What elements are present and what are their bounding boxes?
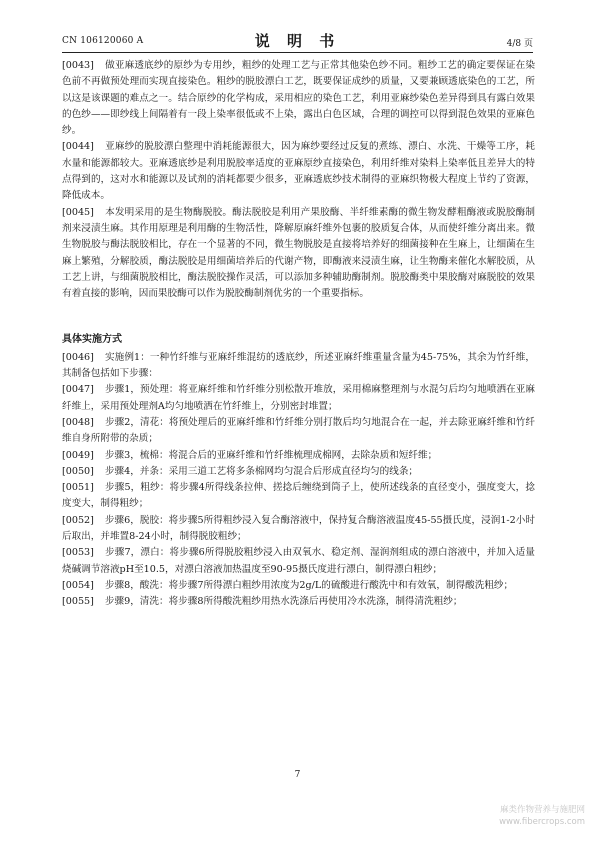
paragraph-0050 xyxy=(62,464,535,480)
paragraph-0051 xyxy=(62,480,535,513)
paragraph-text: 实施例1：一种竹纤维与亚麻纤维混纺的透底纱，所述亚麻纤维重量含量为45-75%，其余为竹纤维，其制备包括如下步骤： xyxy=(62,351,535,380)
paragraph-0043 xyxy=(62,58,535,139)
paragraph-text: 步骤6，脱胶：将步骤5所得粗纱浸入复合酶溶液中，保持复合酶溶液温度45-55摄氏度，浸润1-2小时后取出，并堆置8-24小时，制得脱胶粗纱； xyxy=(62,514,535,543)
paragraph-0055 xyxy=(62,594,535,610)
patent-number: CN 106120060 A xyxy=(62,36,144,46)
paragraph-text: 步骤8，酸洗：将步骤7所得漂白粗纱用浓度为2g/L的硫酸进行酸洗中和有效氧，制得酸洗粗纱； xyxy=(104,579,514,591)
paragraph-text: 步骤1，预处理：将亚麻纤维和竹纤维分别松散开堆放，采用棉麻整理剂与水混匀后均匀地喷洒在亚麻纤维上，采用预处理剂A均匀地喷洒在竹纤维上，分别密封堆置； xyxy=(62,384,535,412)
paragraph-0049 xyxy=(62,448,535,464)
paragraph-text: 亚麻纱的脱胶漂白整理中消耗能源很大，因为麻纱要经过反复的煮练、漂白、水洗、干燥等工序，耗水量和能源都较大。亚麻透底纱是利用脱胶率适度的亚麻原纱直接染色，利用纤维对染料上染率低且差异大的特点得到的，这对水和能源以及试剂的消耗都要少很多，亚麻透底纱技术制得的亚麻织物极大程度上节约了资源，降低成本。 xyxy=(62,141,535,202)
paragraph-number: [0052] xyxy=(62,514,94,526)
paragraph-0045 xyxy=(62,205,535,303)
paragraph-number: [0051] xyxy=(62,482,94,494)
page-info: 4/8 页 xyxy=(506,39,533,49)
paragraph-number: [0045] xyxy=(62,206,94,218)
watermark-site-name: 麻类作物营养与施肥网 xyxy=(499,805,585,815)
paragraph-number: [0046] xyxy=(62,351,94,363)
paragraph-text: 步骤4，并条：采用三道工艺将多条棉网均匀混合后形成直径均匀的线条； xyxy=(104,465,419,477)
paragraph-number: [0053] xyxy=(62,547,94,559)
document-title: 说 明 书 xyxy=(254,32,341,50)
paragraph-text: 步骤7，漂白：将步骤6所得脱胶粗纱浸入由双氧水、稳定剂、湿润剂组成的漂白溶液中，并加入适量烧碱调节溶液pH至10.5，对漂白溶液加热温度至90-95摄氏度进行漂白，制得漂白粗纱； xyxy=(62,547,535,575)
paragraph-number: [0054] xyxy=(62,579,94,591)
section-heading: 具体实施方式 xyxy=(62,334,122,346)
paragraph-0044 xyxy=(62,139,535,204)
paragraph-text: 步骤2，清花：将预处理后的亚麻纤维和竹纤维分别打散后均匀地混合在一起，并去除亚麻纤维和竹纤维自身所附带的杂质； xyxy=(62,416,535,445)
paragraph-number: [0050] xyxy=(62,465,94,477)
paragraph-0052 xyxy=(62,513,535,546)
paragraph-text: 步骤9，清洗：将步骤8所得酸洗粗纱用热水洗涤后再使用冷水洗涤，制得清洗粗纱； xyxy=(104,596,463,608)
watermark-url: www.fibercrops.com xyxy=(499,817,585,827)
paragraph-number: [0055] xyxy=(62,596,94,608)
paragraph-text: 步骤5，粗纱：将步骤4所得线条拉伸、搓捻后缠绕到筒子上，使所述线条的直径变小，强度变大，捻度变大，制得粗纱； xyxy=(62,482,535,510)
document-body xyxy=(62,58,535,611)
paragraph-number: [0044] xyxy=(62,141,94,153)
paragraph-number: [0048] xyxy=(62,416,94,428)
paragraph-0047 xyxy=(62,382,535,415)
paragraph-text: 本发明采用的是生物酶脱胶。酶法脱胶是利用产果胶酶、半纤维素酶的微生物发酵粗酶液或脱胶酶制剂来浸渍生麻。其作用原理是利用酶的生物活性，降解原麻纤维外包裹的胶质复合体，从而使纤维分离出来。微生物脱胶与酶法脱胶相比，存在一个显著的不同，微生物脱胶是直接将培养好的细菌接种在生麻上，让细菌在生麻上繁殖，分解胶质，酶法脱胶是用细菌培养后的代谢产物，即酶液来浸渍生麻，让生物酶来催化水解胶质，从工艺上讲，与细菌脱胶相比，酶法脱胶操作灵活，可以添加多种辅助酶制剂。脱胶酶类中果胶酶对麻脱胶的效果有着直接的影响，因而果胶酶可以作为脱胶酶制剂优劣的一个重要指标。 xyxy=(62,206,535,300)
page-header xyxy=(62,30,533,53)
site-watermark xyxy=(499,804,585,828)
paragraph-number: [0049] xyxy=(62,449,94,461)
paragraph-0053 xyxy=(62,545,535,578)
page-number: 7 xyxy=(294,770,301,780)
paragraph-text: 做亚麻透底纱的原纱为专用纱，粗纱的处理工艺与正常其他染色纱不同。粗纱工艺的确定要保证在染色前不再做预处理而实现直接染色。粗纱的脱胶漂白工艺，既要保证成纱的质量，又要兼顾透底染色的工艺，所以这是该课题的难点之一。结合原纱的化学构成，采用相应的染色工艺，利用亚麻纱染色差异得到具有露白效果的色纱——即纱线上间隔着有一段上染率很低或不上染，露出白色区域，合理的调控可以得到混色效果的亚麻色纱。 xyxy=(62,60,535,137)
paragraph-number: [0047] xyxy=(62,384,94,396)
paragraph-text: 步骤3，梳棉：将混合后的亚麻纤维和竹纤维梳理成棉网，去除杂质和短纤维； xyxy=(104,449,438,461)
paragraph-0048 xyxy=(62,415,535,448)
paragraph-number: [0043] xyxy=(62,60,94,71)
paragraph-0054 xyxy=(62,578,535,594)
paragraph-0046 xyxy=(62,350,535,383)
